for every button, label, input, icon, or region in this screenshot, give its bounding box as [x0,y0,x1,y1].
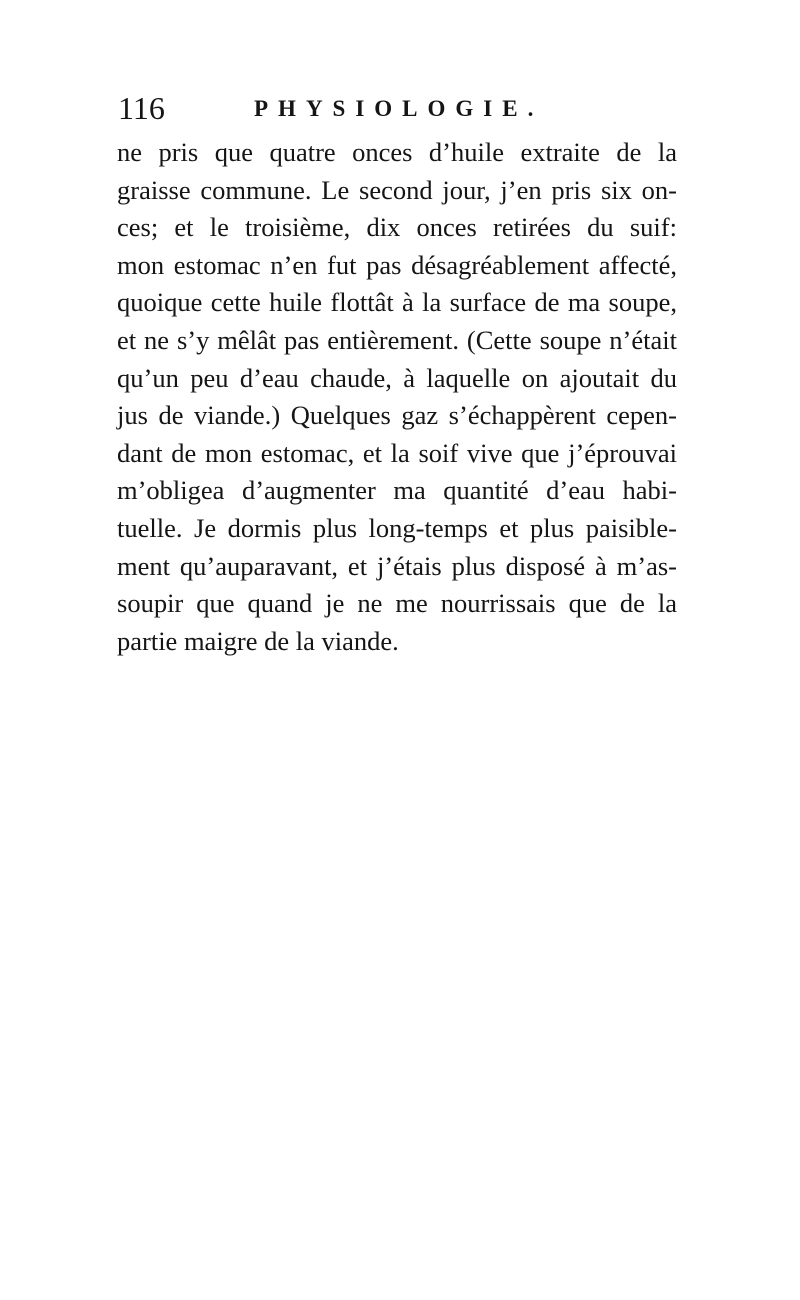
text-line-13: soupir que quand je ne me nourrissais que de la [117,588,677,619]
body-text [117,134,677,660]
text-line-3: ces; et le troisième, dix onces retirées du suif: [117,212,677,243]
text-line-7: qu’un peu d’eau chaude, à laquelle on ajoutait du [117,362,677,393]
text-line-2: graisse commune. Le second jour, j’en pris six on- [117,174,677,205]
text-line-1: ne pris que quatre onces d’huile extraite de la [117,137,677,167]
text-line-8: jus de viande.) Quelques gaz s’échappèrent cepen- [117,400,677,431]
text-line-12: ment qu’auparavant, et j’étais plus disposé à m’as- [117,550,677,581]
text-line-5: quoique cette huile flottât à la surface de ma soupe, [117,287,677,318]
text-line-4: mon estomac n’en fut pas désagréablement affecté, [117,249,677,280]
text-line-11: tuelle. Je dormis plus long-temps et plus paisible- [117,512,677,543]
running-title: PHYSIOLOGIE. [254,96,544,121]
text-line-9: dant de mon estomac, et la soif vive que j’éprouvai [117,437,677,468]
running-head [118,88,678,128]
text-line-10: m’obligea d’augmenter ma quantité d’eau habi- [117,475,677,506]
text-line-14: partie maigre de la viande. [117,625,399,656]
page-number: 116 [118,90,165,126]
text-line-6: et ne s’y mêlât pas entièrement. (Cette soupe n’était [117,324,677,355]
